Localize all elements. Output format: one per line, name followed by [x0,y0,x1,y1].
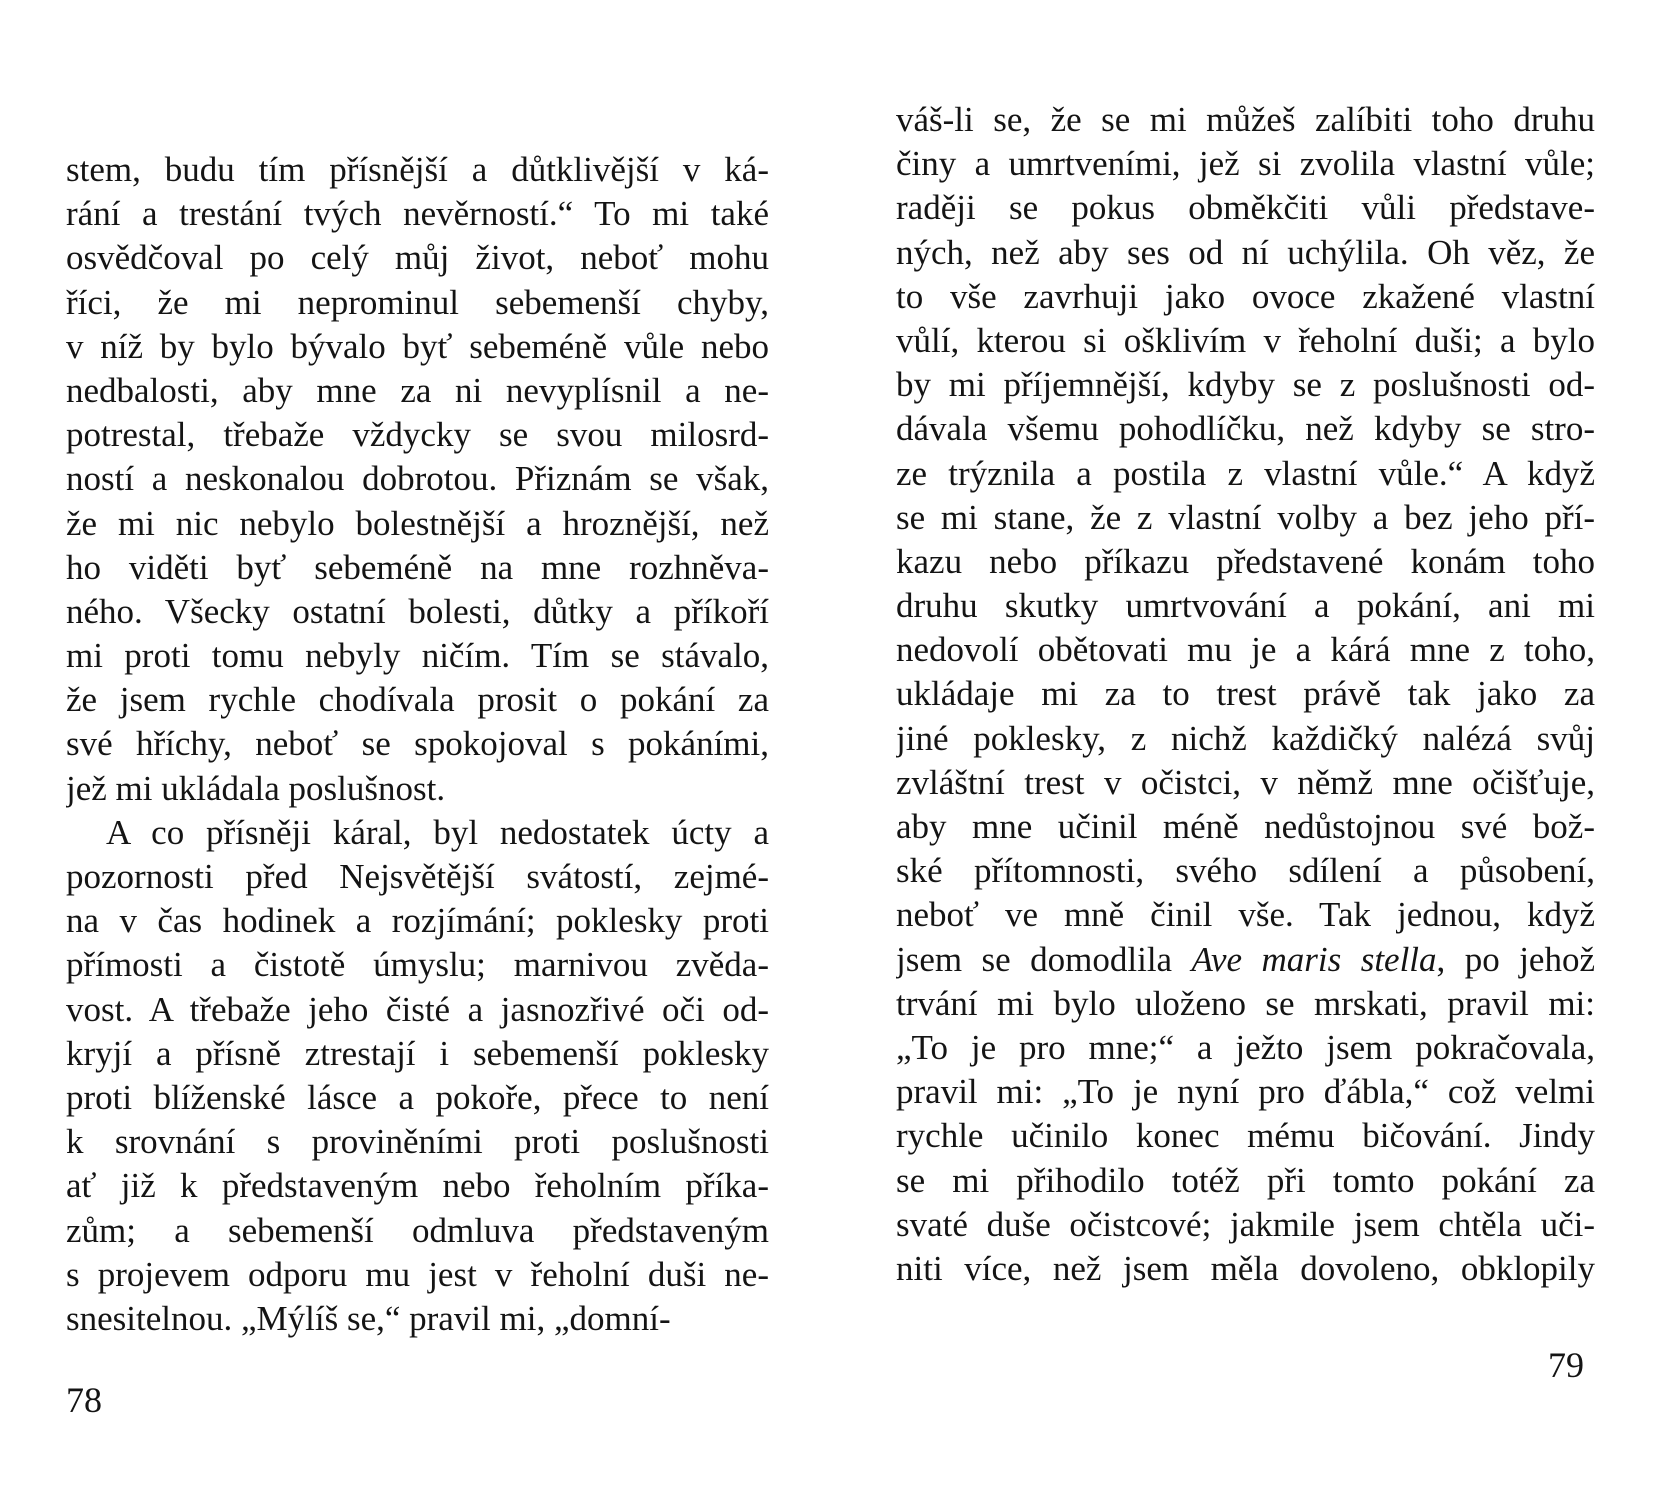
text-line: své hříchy, neboť se spokojoval s pokáními, [66,724,769,764]
text-line: „To je pro mne;“ a ježto jsem pokračovala, [896,1027,1595,1067]
text-line: rychle učinilo konec mému bičování. Jindy [896,1116,1595,1156]
text-line: zvláštní trest v očistci, v němž mne očišťuje, [896,762,1595,802]
text-line: snesitelnou. „Mýlíš se,“ pravil mi, „domní- [66,1298,671,1338]
text-line: ných, než aby ses od ní uchýlila. Oh věz, že [896,232,1595,272]
text-line: se mi přihodilo totéž při tomto pokání za [896,1160,1595,1200]
text-line: A co přísněji káral, byl nedostatek úcty a [106,812,769,852]
text-line: neboť ve mně činil vše. Tak jednou, když [896,895,1595,935]
text-line: říci, že mi neprominul sebemenší chyby, [66,282,769,322]
text-line: nedbalosti, aby mne za ni nevyplísnil a ne- [66,370,769,410]
text-line: ho viděti byť sebeméně na mne rozhněva- [66,547,769,587]
text-line: dávala všemu pohodlíčku, než kdyby se stro- [896,409,1595,449]
text-line: proti blíženské lásce a pokoře, přece to není [66,1077,769,1117]
text-line: by mi příjemnější, kdyby se z poslušnosti od- [896,365,1595,405]
right-page-number: 79 [1548,1345,1584,1385]
text-line: raději se pokus obměkčiti vůli představe- [896,188,1595,228]
text-line: stem, budu tím přísnější a důtklivější v ká- [66,150,769,189]
text-line: s projevem odporu mu jest v řeholní duši ne- [66,1254,769,1294]
text-line: to vše zavrhuji jako ovoce zkažené vlastní [896,276,1595,316]
text-line: na v čas hodinek a rozjímání; poklesky proti [66,901,769,941]
text-line: potrestal, třebaže vždycky se svou milosrd- [66,415,769,455]
text-line: činy a umrtveními, jež si zvolila vlastní vůle; [896,144,1595,184]
text-line: druhu skutky umrtvování a pokání, ani mi [896,586,1595,626]
text-line: se mi stane, že z vlastní volby a bez jeho pří- [896,497,1595,537]
text-line: mi proti tomu nebyly ničím. Tím se stávalo, [66,636,769,676]
text-line: v níž by bylo bývalo byť sebeméně vůle nebo [66,326,769,366]
text-line: jež mi ukládala poslušnost. [66,768,446,808]
text-line: k srovnání s proviněními proti poslušnosti [66,1122,769,1162]
text-line: ze trýznila a postila z vlastní vůle.“ A když [896,453,1595,493]
text-line: že mi nic nebylo bolestnější a hroznější, než [66,503,769,543]
left-page-number: 78 [66,1380,102,1420]
text-line: nedovolí obětovati mu je a kárá mne z toho, [896,630,1595,670]
italic-title: Ave maris stella [1191,939,1437,979]
text-line: přímosti a čistotě úmyslu; marnivou zvěda- [66,945,769,985]
right-page-text [896,98,1595,1291]
left-page-text [66,148,769,1341]
text-line: ností a neskonalou dobrotou. Přiznám se však, [66,459,769,499]
text-line: trvání mi bylo uloženo se mrskati, pravil mi: [896,983,1595,1023]
text-line: jiné poklesky, z nichž každičký nalézá svůj [896,718,1595,758]
text-line: ného. Všecky ostatní bolesti, důtky a příkoří [66,591,769,631]
text-line: kryjí a přísně ztrestají i sebemenší poklesky [66,1033,769,1073]
text-line: osvědčoval po celý můj život, neboť mohu [66,238,769,278]
text-line: kazu nebo příkazu představené konám toho [896,541,1595,581]
text-segment: , po jehož [1436,939,1595,979]
text-line: svaté duše očistcové; jakmile jsem chtěla uči- [896,1204,1595,1244]
text-line: rání a trestání tvých nevěrností.“ To mi také [66,194,769,234]
text-line: ať již k představeným nebo řeholním příka- [66,1166,769,1206]
text-line: aby mne učinil méně nedůstojnou své bož- [896,807,1595,846]
text-line: pozornosti před Nejsvětější svátostí, zejmé- [66,857,769,896]
text-line: vost. A třebaže jeho čisté a jasnozřivé oči od- [66,989,769,1029]
text-line: že jsem rychle chodívala prosit o pokání za [66,680,769,720]
text-line: pravil mi: „To je nyní pro ďábla,“ což velmi [896,1072,1595,1112]
text-line [896,938,1595,982]
text-line: niti více, než jsem měla dovoleno, obklopily [896,1248,1595,1288]
text-line: vůlí, kterou si ošklivím v řeholní duši; a bylo [896,320,1595,360]
text-line: zům; a sebemenší odmluva představeným [66,1210,769,1250]
text-line: ské přítomnosti, svého sdílení a působení, [896,851,1595,891]
text-line: váš-li se, že se mi můžeš zalíbiti toho druhu [896,100,1595,139]
text-line: ukládaje mi za to trest právě tak jako za [896,674,1595,714]
text-segment: jsem se domodlila [896,939,1192,979]
